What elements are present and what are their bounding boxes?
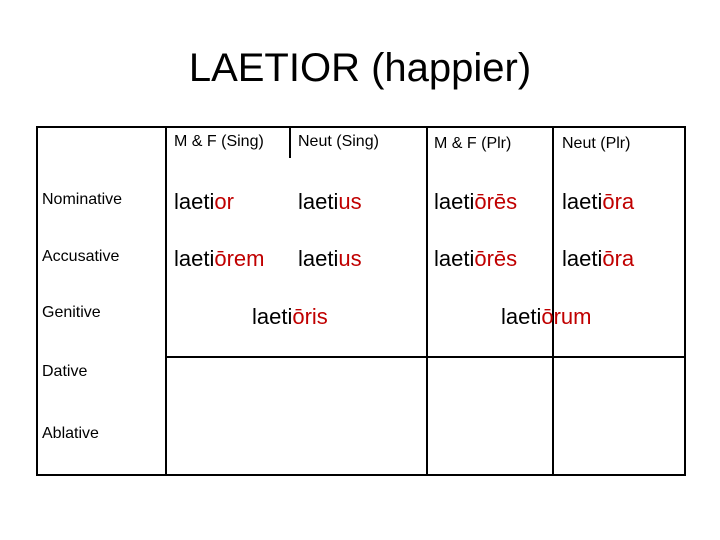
form-stem: laeti [434,189,475,214]
row-divider [165,356,684,358]
form-acc-neut-plr [562,245,634,273]
form-acc-mf-plr [434,245,517,273]
form-gen-plr [501,303,591,331]
col-header-neut-sing: Neut (Sing) [298,133,379,150]
form-stem: laeti [298,246,339,271]
case-label-nominative: Nominative [42,191,123,208]
column-divider [552,128,554,474]
declension-table [36,126,686,476]
case-label-ablative: Ablative [42,425,99,442]
column-divider [426,128,428,474]
form-acc-neut-sing [298,245,362,273]
case-label-dative: Dative [42,363,88,380]
case-label-accusative: Accusative [42,248,120,265]
form-stem: laeti [562,189,603,214]
column-divider [289,128,291,158]
form-nom-neut-sing [298,188,362,216]
form-ending: ōrēs [474,189,518,214]
col-header-neut-plr: Neut (Plr) [562,135,631,152]
form-ending: ōra [602,189,635,214]
case-label-genitive: Genitive [42,304,101,321]
form-nom-mf-sing [174,188,234,216]
col-header-mf-sing: M & F (Sing) [174,133,264,150]
form-stem: laeti [252,304,293,329]
form-nom-neut-plr [562,188,634,216]
form-ending: or [214,189,234,214]
form-stem: laeti [174,189,215,214]
form-ending: ōris [292,304,328,329]
form-stem: laeti [501,304,542,329]
form-nom-mf-plr [434,188,517,216]
form-ending: ōrem [214,246,265,271]
form-ending: ōra [602,246,635,271]
form-stem: laeti [298,189,339,214]
form-acc-mf-sing [174,245,264,273]
form-stem: laeti [434,246,475,271]
form-ending: us [338,246,362,271]
form-ending: ōrum [541,304,592,329]
page-title: LAETIOR (happier) [188,46,532,90]
form-gen-sing [252,303,328,331]
form-stem: laeti [174,246,215,271]
form-ending: us [338,189,362,214]
col-header-mf-plr: M & F (Plr) [434,135,512,152]
form-ending: ōrēs [474,246,518,271]
form-stem: laeti [562,246,603,271]
column-divider [165,128,167,474]
